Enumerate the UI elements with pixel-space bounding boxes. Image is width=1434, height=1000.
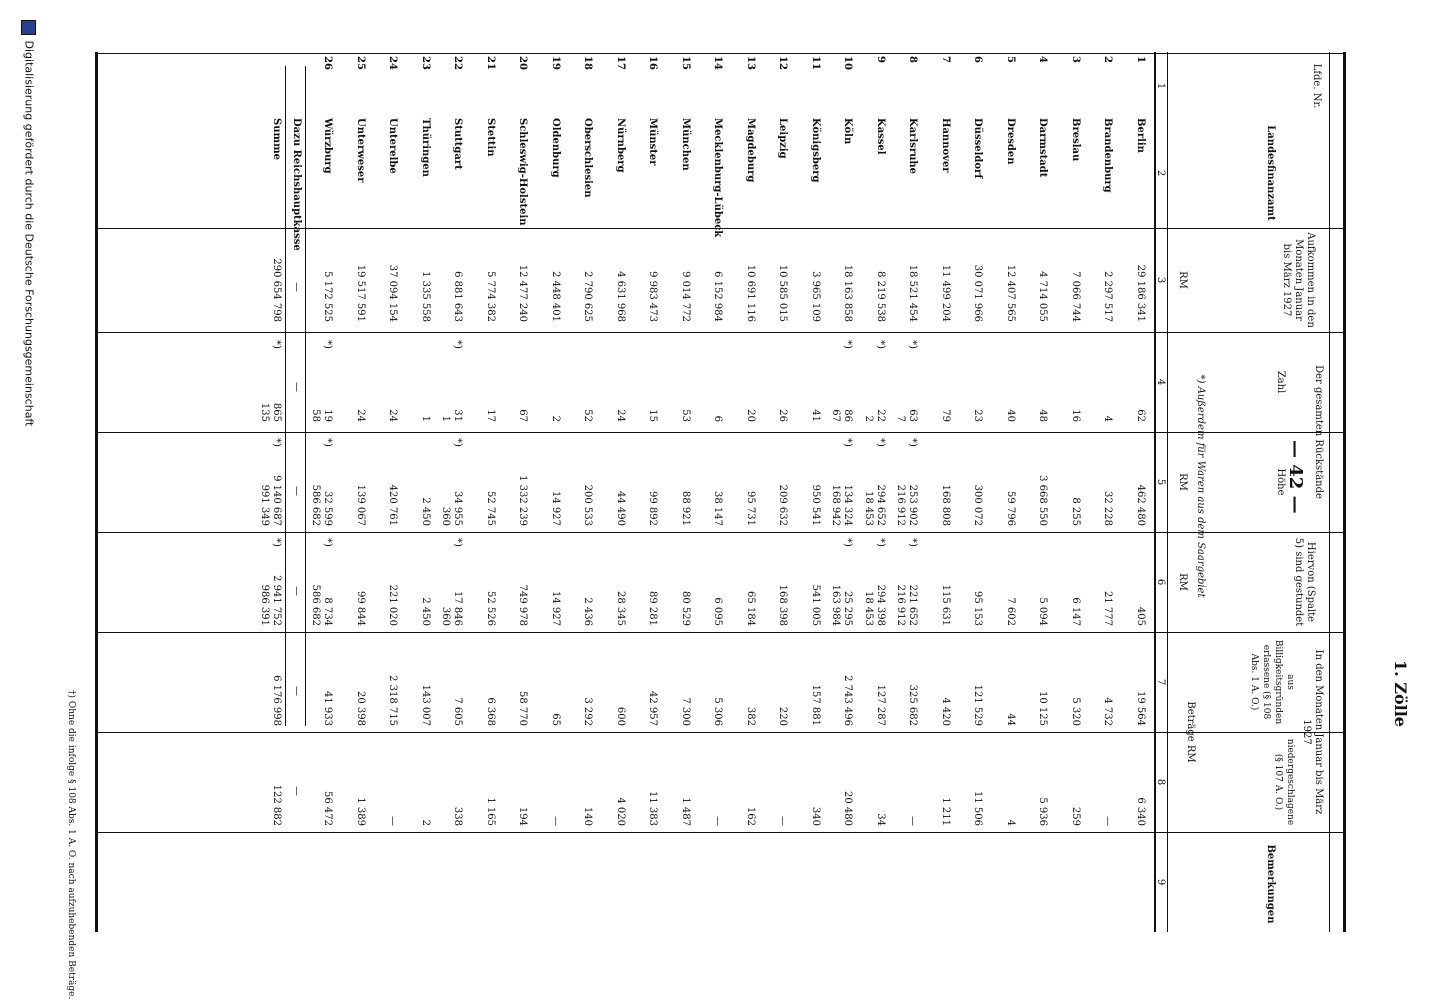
cell-c3: 9 014 772: [680, 271, 691, 322]
page-number: — 42 —: [1285, 440, 1306, 514]
row-number: 9: [875, 56, 886, 63]
cell-c6: 99 844: [355, 591, 366, 626]
cell-c6-saar: 360: [440, 606, 452, 626]
star-mark: *): [322, 538, 334, 547]
cell-c3: 6 152 984: [712, 271, 724, 322]
cell-c8: —: [712, 816, 724, 826]
row-name: Karlsruhe: [907, 118, 919, 175]
cell-c7: 20 398: [355, 691, 366, 726]
row-name: Mecklenburg-Lübeck: [712, 118, 724, 238]
cell-c4: 62: [1135, 409, 1146, 422]
row-number: 10: [842, 56, 854, 70]
rule: [1329, 52, 1330, 932]
cell-c7: 5 306: [712, 697, 724, 726]
cell-c7: 143 007: [420, 684, 431, 726]
cell-c6: 80 529: [680, 591, 691, 626]
row-number: 13: [745, 56, 756, 70]
cell-c7: 41 933: [322, 691, 334, 726]
row-number: 7: [940, 56, 951, 63]
cell-c6-saar: 163 984: [830, 584, 842, 626]
cell-c8: 1 389: [355, 797, 366, 826]
cell-c6: 115 631: [940, 584, 951, 626]
row-number: 26: [322, 56, 334, 70]
reichshauptkasse-c5: —: [291, 486, 302, 496]
cell-c3: 29 186 341: [1135, 264, 1146, 322]
row-number: 14: [712, 56, 724, 70]
row-number: 18: [582, 56, 594, 70]
cell-c4: 79: [940, 409, 951, 422]
row-name: Leipzig: [777, 118, 789, 159]
header-col45-group: Der gesamten Rückstände: [1313, 365, 1324, 499]
header-col4: Zahl: [1275, 370, 1286, 394]
cell-c7: 121 529: [972, 684, 984, 726]
summe-c5-saar: 991 349: [259, 484, 270, 526]
star-mark: *): [271, 438, 282, 447]
cell-c6: 17 846: [452, 591, 464, 626]
cell-c3: 18 521 454: [907, 264, 919, 322]
cell-c7: 6 368: [485, 697, 496, 726]
cell-c3: 5 172 525: [322, 271, 334, 322]
dfg-logo-icon: [21, 20, 36, 35]
star-mark: *): [452, 438, 464, 447]
cell-c7: 44: [1005, 713, 1016, 726]
cell-c6: 8 734: [322, 597, 334, 626]
cell-c4: 24: [387, 409, 399, 422]
cell-c5: 168 808: [940, 484, 951, 526]
dfg-notice: [21, 20, 36, 426]
cell-c6: 2 450: [420, 597, 431, 626]
cell-c5: 253 902: [907, 484, 919, 526]
cell-c4: 26: [777, 409, 789, 422]
star-mark: *): [322, 340, 334, 349]
row-number: 4: [1037, 56, 1049, 63]
cell-c4: 1: [420, 415, 431, 422]
cell-c8: 11 383: [647, 791, 659, 826]
cell-c7: 4 732: [1102, 697, 1114, 726]
cell-c3: 5 774 382: [485, 271, 496, 322]
cell-c3: 4 714 055: [1037, 271, 1049, 322]
cell-c4: 67: [517, 409, 529, 422]
summe-c3: 290 654 798: [271, 258, 282, 322]
cell-c3: 10 691 116: [745, 264, 756, 322]
cell-c3: 12 477 240: [517, 264, 529, 322]
colnum: 2: [1155, 169, 1166, 177]
cell-c3: 4 631 968: [615, 271, 626, 322]
colnum: 1: [1155, 82, 1166, 90]
cell-c7: 5 320: [1070, 697, 1081, 726]
row-name: Münster: [647, 118, 659, 166]
cell-c3: 3 965 109: [810, 271, 821, 322]
cell-c5: 34 955: [452, 491, 464, 526]
colnum: 6: [1155, 578, 1166, 586]
cell-c3: 8 219 538: [875, 271, 886, 322]
star-mark: *): [907, 438, 919, 447]
rule-top: [1343, 52, 1346, 932]
row-number: 25: [355, 56, 366, 70]
cell-c5: 1 332 239: [517, 475, 529, 526]
cell-c8: 1 165: [485, 797, 496, 826]
cell-c4: 48: [1037, 409, 1049, 422]
header-col8: niedergeschlagene (§ 107 A. O.): [1273, 738, 1295, 826]
cell-c5: 95 731: [745, 491, 756, 526]
cell-c8: —: [777, 816, 789, 826]
cell-c8: 140: [582, 806, 594, 826]
cell-c6: 7 602: [1005, 597, 1016, 626]
cell-c4: 2: [550, 415, 561, 422]
cell-c8: 1 487: [680, 797, 691, 826]
vrule: [98, 53, 1346, 54]
row-number: 2: [1102, 56, 1114, 63]
row-name: Schleswig-Holstein: [517, 118, 529, 226]
star-mark: *): [271, 340, 282, 349]
cell-c8: —: [1102, 816, 1114, 826]
cell-c8: 259: [1070, 806, 1081, 826]
cell-c4: 23: [972, 409, 984, 422]
row-name: Oldenburg: [550, 118, 561, 178]
star-mark: *): [875, 340, 886, 349]
rule: [305, 66, 306, 726]
header-note-star: *) Außerdem für Waren aus dem Saargebiet: [1195, 374, 1206, 598]
reichshauptkasse-c7: —: [291, 686, 302, 696]
row-name: Köln: [842, 118, 854, 145]
cell-c6-saar: 586 682: [310, 584, 322, 626]
cell-c7: 2 743 496: [842, 675, 854, 726]
cell-c3: 19 517 591: [355, 264, 366, 322]
cell-c7: 220: [777, 706, 789, 726]
header-col3-unit: RM: [1177, 271, 1188, 289]
header-col5: Höhe: [1275, 468, 1286, 496]
summe-label: Summe: [271, 118, 282, 161]
colnum: 8: [1155, 778, 1166, 786]
cell-c4: 22: [875, 409, 886, 422]
cell-c4-saar: 1: [440, 415, 452, 422]
cell-c5-saar: 168 942: [830, 484, 842, 526]
cell-c4: 4: [1102, 415, 1114, 422]
row-name: Unterelbe: [387, 118, 399, 174]
cell-c4-saar: 2: [863, 415, 874, 422]
cell-c5: 294 652: [875, 484, 886, 526]
header-col2: Landesfinanzamt: [1265, 125, 1276, 221]
cell-c7: 325 682: [907, 684, 919, 726]
header-col78-group: In den Monaten Januar bis März 1927: [1301, 649, 1324, 815]
cell-c4: 40: [1005, 409, 1016, 422]
cell-c7: 42 957: [647, 691, 659, 726]
reichshauptkasse-label: Dazu Reichshauptkasse: [291, 118, 302, 251]
cell-c4: 31: [452, 409, 464, 422]
header-col6: Hiervon (Spalte 5) sind gestundet: [1293, 537, 1316, 627]
star-mark: *): [452, 340, 464, 349]
summe-c7: 6 176 998: [271, 675, 282, 726]
row-number: 24: [387, 56, 399, 70]
summe-c5: 9 140 687: [271, 475, 282, 526]
cell-c6: 28 345: [615, 591, 626, 626]
star-mark: *): [452, 538, 464, 547]
cell-c5: 200 533: [582, 484, 594, 526]
cell-c7: 600: [615, 706, 626, 726]
cell-c6: 221 020: [387, 584, 399, 626]
cell-c6: 221 652: [907, 584, 919, 626]
cell-c7: 65: [550, 713, 561, 726]
reichshauptkasse-c4: —: [291, 382, 302, 392]
star-mark: *): [842, 340, 854, 349]
cell-c4: 17: [485, 409, 496, 422]
cell-c6: 89 281: [647, 591, 659, 626]
cell-c5-saar: 586 682: [310, 484, 322, 526]
summe-c8: 122 882: [271, 784, 282, 826]
cell-c3: 37 094 154: [387, 264, 399, 322]
cell-c8: 11 506: [972, 791, 984, 826]
row-name: Unterweser: [355, 118, 366, 183]
cell-c5: 2 450: [420, 497, 431, 526]
cell-c8: —: [907, 816, 919, 826]
cell-c4: 6: [712, 415, 724, 422]
colnum: 4: [1155, 378, 1166, 386]
cell-c4: 52: [582, 409, 594, 422]
cell-c5: 32 228: [1102, 491, 1114, 526]
row-name: Hannover: [940, 118, 951, 173]
cell-c5: 38 147: [712, 491, 724, 526]
cell-c3: 2 790 625: [582, 271, 594, 322]
cell-c6: 168 398: [777, 584, 789, 626]
cell-c5-saar: 18 453: [863, 491, 874, 526]
reichshauptkasse-c3: —: [291, 282, 302, 292]
cell-c8: 6 340: [1135, 797, 1146, 826]
star-mark: *): [322, 438, 334, 447]
section-title: 1. Zölle: [1391, 660, 1410, 727]
cell-c6: 65 184: [745, 591, 756, 626]
row-name: Stettin: [485, 118, 496, 157]
cell-c3: 10 585 015: [777, 264, 789, 322]
cell-c6: 6 095: [712, 597, 724, 626]
colnum: 7: [1155, 678, 1166, 686]
cell-c8: 194: [517, 806, 529, 826]
cell-c8: 34: [875, 813, 886, 826]
row-name: Dresden: [1005, 118, 1016, 165]
cell-c6: 95 153: [972, 591, 984, 626]
row-number: 23: [420, 56, 431, 70]
row-name: Berlin: [1135, 118, 1146, 153]
cell-c5: 134 324: [842, 484, 854, 526]
row-name: Breslau: [1070, 118, 1081, 162]
cell-c5-saar: 216 912: [895, 484, 907, 526]
cell-c4: 41: [810, 409, 821, 422]
cell-c7: 2 318 715: [387, 675, 399, 726]
row-name: Brandenburg: [1102, 118, 1114, 193]
star-mark: *): [875, 438, 886, 447]
summe-c6: 2 941 752: [271, 575, 282, 626]
row-number: 1: [1135, 56, 1146, 63]
cell-c3: 18 163 858: [842, 264, 854, 322]
cell-c6: 749 978: [517, 584, 529, 626]
colnum: 5: [1155, 478, 1166, 486]
cell-c5: 462 480: [1135, 484, 1146, 526]
cell-c4: 15: [647, 409, 659, 422]
cell-c6: 405: [1135, 606, 1146, 626]
rule: [285, 66, 286, 726]
row-name: Nürnberg: [615, 118, 626, 173]
reichshauptkasse-c8: —: [291, 786, 302, 796]
cell-c5: 44 490: [615, 491, 626, 526]
cell-c6: 294 398: [875, 584, 886, 626]
cell-c4: 53: [680, 409, 691, 422]
cell-c8: 1 211: [940, 797, 951, 826]
table: [98, 52, 1346, 932]
cell-c8: 2: [420, 819, 431, 826]
cell-c5: 139 067: [355, 484, 366, 526]
cell-c8: 4: [1005, 819, 1016, 826]
cell-c8: 338: [452, 806, 464, 826]
cell-c5: 99 892: [647, 491, 659, 526]
cell-c7: 4 420: [940, 697, 951, 726]
cell-c3: 12 407 565: [1005, 264, 1016, 322]
cell-c7: 382: [745, 706, 756, 726]
cell-c5: 420 761: [387, 484, 399, 526]
header-col1: Lfde. Nr.: [1311, 63, 1322, 109]
header-col5-unit: RM: [1177, 473, 1188, 491]
cell-c8: —: [387, 816, 399, 826]
summe-c4-saar: 135: [259, 402, 270, 422]
star-mark: *): [907, 538, 919, 547]
row-name: Thüringen: [420, 118, 431, 177]
row-name: Kassel: [875, 118, 886, 155]
cell-c5: 88 921: [680, 491, 691, 526]
row-number: 20: [517, 56, 529, 70]
cell-c3: 2 297 517: [1102, 271, 1114, 322]
reichshauptkasse-c6: —: [291, 586, 302, 596]
header-col78-unit: Beträge RM: [1185, 701, 1196, 763]
cell-c3: 7 066 744: [1070, 271, 1081, 322]
cell-c5-saar: 360: [440, 506, 452, 526]
cell-c3: 1 335 558: [420, 271, 431, 322]
row-name: Würzburg: [322, 118, 334, 174]
row-name: Düsseldorf: [972, 118, 984, 179]
dfg-notice-text: Digitalisierung gefördert durch die Deutsche Forschungsgemeinschaft: [22, 40, 36, 427]
cell-c5: 59 796: [1005, 491, 1016, 526]
row-number: 22: [452, 56, 464, 70]
cell-c3: 9 983 473: [647, 271, 659, 322]
cell-c5: 14 927: [550, 491, 561, 526]
cell-c4: 86: [842, 409, 854, 422]
cell-c8: 56 472: [322, 791, 334, 826]
cell-c4: 20: [745, 409, 756, 422]
row-number: 16: [647, 56, 659, 70]
cell-c8: 162: [745, 806, 756, 826]
cell-c6-saar: 18 453: [863, 591, 874, 626]
cell-c6: 14 927: [550, 591, 561, 626]
header-col3: Aufkommen in den Monaten Januar bis März 1927: [1281, 232, 1316, 328]
footnote: †) Ohne die infolge § 108 Abs. 1 A. O. nach aufzuhebenden Beträge.: [66, 690, 76, 1000]
summe-c6-saar: 986 391: [259, 584, 270, 626]
cell-c7: 7 300: [680, 697, 691, 726]
cell-c4: 16: [1070, 409, 1081, 422]
row-name: Königsberg: [810, 118, 821, 183]
cell-c8: 4 020: [615, 797, 626, 826]
cell-c8: 340: [810, 806, 821, 826]
star-mark: *): [907, 340, 919, 349]
cell-c4: 24: [615, 409, 626, 422]
row-name: München: [680, 118, 691, 171]
cell-c3: 30 071 966: [972, 264, 984, 322]
cell-c4-saar: 67: [830, 409, 842, 422]
colnum: 9: [1155, 878, 1166, 886]
row-number: 11: [810, 56, 821, 70]
cell-c5: 3 668 550: [1037, 475, 1049, 526]
cell-c8: 20 480: [842, 791, 854, 826]
cell-c8: —: [550, 816, 561, 826]
cell-c5: 950 541: [810, 484, 821, 526]
rule-bottom: [95, 52, 98, 932]
row-number: 5: [1005, 56, 1016, 63]
cell-c4: 63: [907, 409, 919, 422]
cell-c4-saar: 7: [895, 415, 907, 422]
cell-c4: 24: [355, 409, 366, 422]
cell-c3: 11 499 204: [940, 264, 951, 322]
cell-c7: 58 770: [517, 691, 529, 726]
cell-c6: 2 436: [582, 597, 594, 626]
cell-c7: 3 292: [582, 697, 594, 726]
cell-c4-saar: 58: [310, 409, 322, 422]
cell-c7: 7 605: [452, 697, 464, 726]
row-name: Darmstadt: [1037, 118, 1049, 178]
colnum: 3: [1155, 276, 1166, 284]
cell-c6: 5 094: [1037, 597, 1049, 626]
cell-c6-saar: 216 912: [895, 584, 907, 626]
cell-c7: 10 125: [1037, 691, 1049, 726]
header-col9: Bemerkungen: [1265, 844, 1276, 924]
cell-c6: 541 005: [810, 584, 821, 626]
row-name: Magdeburg: [745, 118, 756, 183]
row-number: 3: [1070, 56, 1081, 63]
cell-c5: 32 599: [322, 491, 334, 526]
cell-c5: 52 745: [485, 491, 496, 526]
cell-c7: 19 564: [1135, 691, 1146, 726]
cell-c6: 25 295: [842, 591, 854, 626]
rule: [1167, 52, 1168, 932]
star-mark: *): [842, 438, 854, 447]
star-mark: *): [842, 538, 854, 547]
row-number: 17: [615, 56, 626, 70]
cell-c8: 5 936: [1037, 797, 1049, 826]
cell-c6: 52 526: [485, 591, 496, 626]
row-number: 8: [907, 56, 919, 63]
row-number: 21: [485, 56, 496, 70]
cell-c4: 19: [322, 409, 334, 422]
row-number: 19: [550, 56, 561, 70]
row-name: Oberschlesien: [582, 118, 594, 198]
header-col6-unit: RM: [1177, 573, 1188, 591]
cell-c6: 6 147: [1070, 597, 1081, 626]
star-mark: *): [271, 538, 282, 547]
row-number: 12: [777, 56, 789, 70]
cell-c5: 8 255: [1070, 497, 1081, 526]
star-mark: *): [875, 538, 886, 547]
cell-c7: 157 881: [810, 684, 821, 726]
cell-c3: 6 881 643: [452, 271, 464, 322]
cell-c3: 2 448 401: [550, 271, 561, 322]
row-name: Stuttgart: [452, 118, 464, 170]
cell-c6: 21 777: [1102, 591, 1114, 626]
row-number: 15: [680, 56, 691, 70]
row-number: 6: [972, 56, 984, 63]
cell-c5: 209 632: [777, 484, 789, 526]
cell-c7: 127 287: [875, 684, 886, 726]
summe-c4: 865: [271, 402, 282, 422]
cell-c5: 300 072: [972, 484, 984, 526]
header-col7: aus Billigkeitsgründen erlassene (§ 108 Abs. 1 A. O.): [1249, 639, 1295, 725]
